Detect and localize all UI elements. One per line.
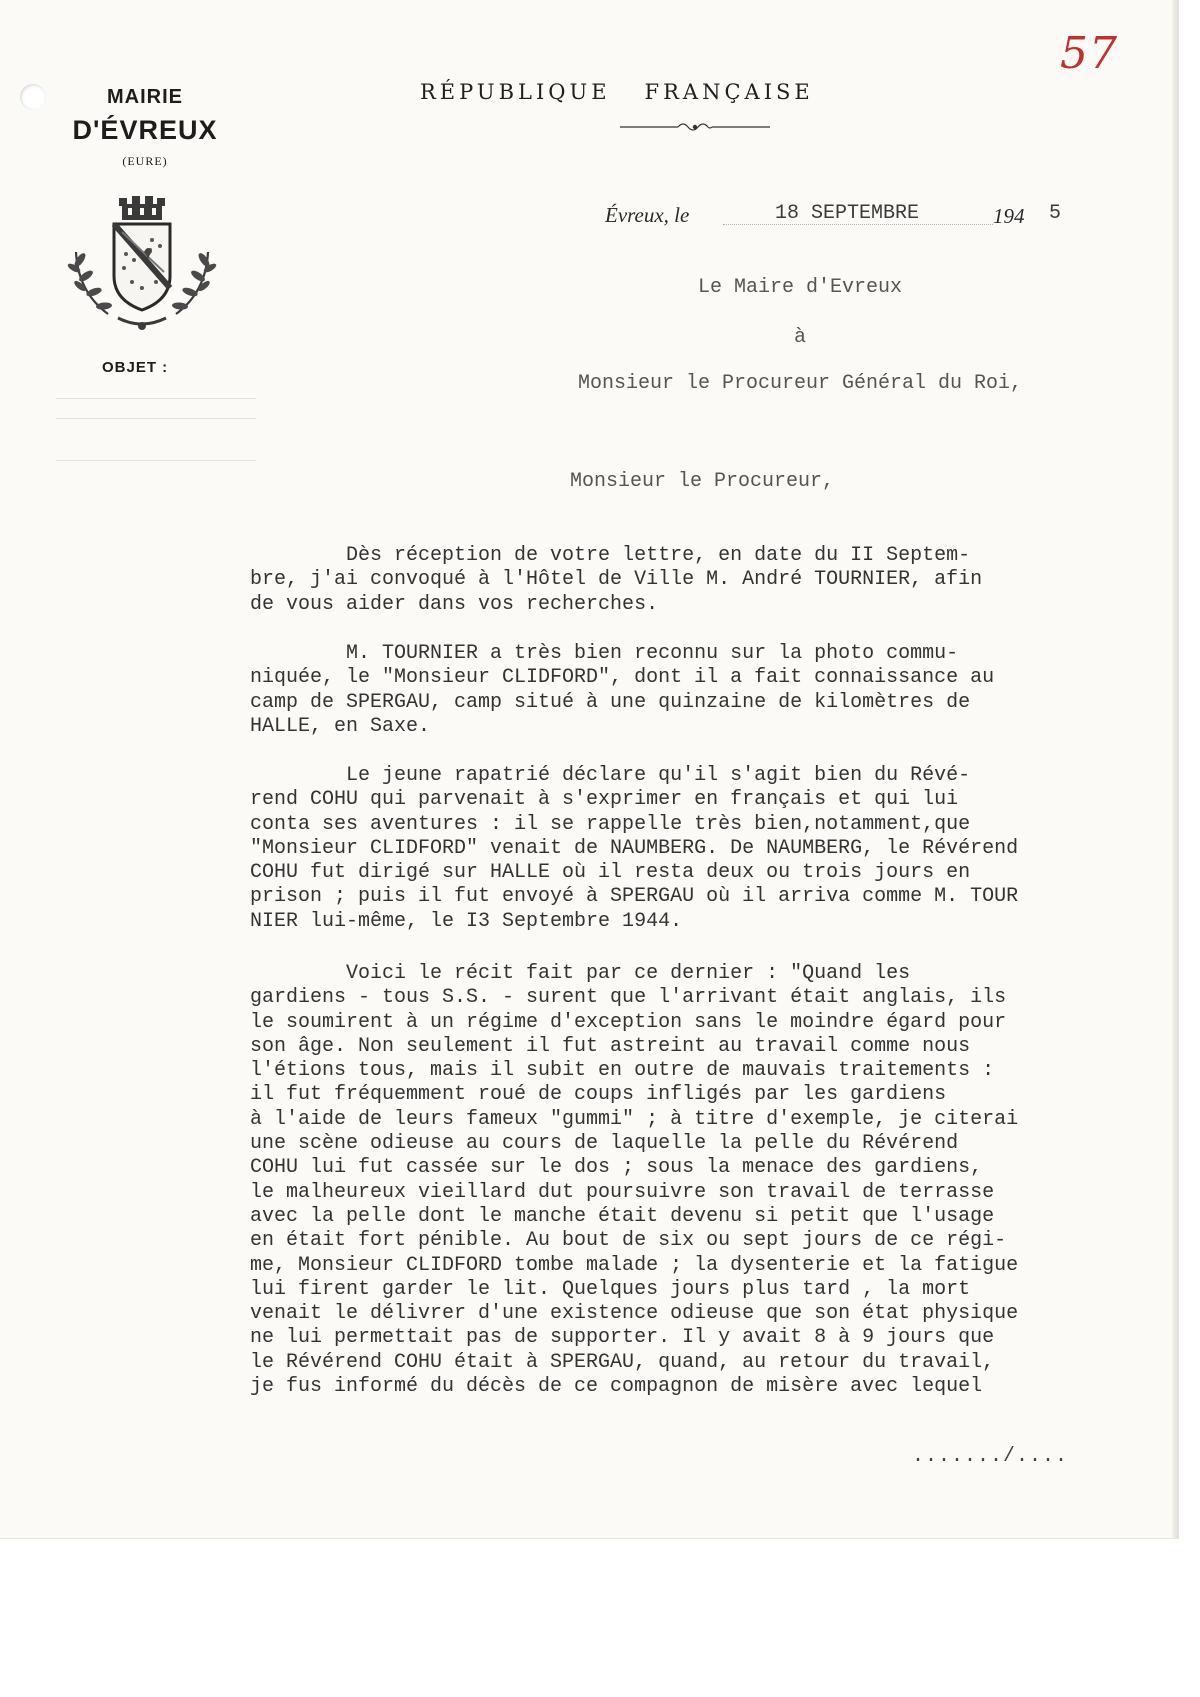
- paragraph: M. TOURNIER a très bien reconnu sur la photo commu- niquée, le "Monsieur CLIDFORD", dont il a fait connaissance au camp de SPERGAU, camp situé à une quinzaine de kilomètres de HALLE, en Saxe.: [250, 642, 995, 738]
- recipient-line: Monsieur le Procureur Général du Roi,: [577, 372, 1023, 395]
- to-word: à: [793, 326, 806, 349]
- objet-rule: [56, 398, 256, 399]
- objet-rule: [56, 418, 256, 419]
- city-label: D'ÉVREUX: [72, 115, 218, 145]
- year-suffix: 5: [1049, 202, 1062, 225]
- mairie-label: MAIRIE: [107, 86, 183, 108]
- francaise-word: FRANÇAISE: [644, 80, 814, 104]
- objet-rule: [56, 460, 256, 461]
- salutation: Monsieur le Procureur,: [570, 470, 835, 493]
- folio-number: 57: [1060, 28, 1118, 79]
- place-label: Évreux, le: [605, 203, 690, 227]
- paragraph: Dès réception de votre lettre, en date du II Septem- bre, j'ai convoqué à l'Hôtel de Ville M. André TOURNIER, afin de vous aider dans vos recherches.: [250, 544, 983, 616]
- ornament-divider: [620, 120, 770, 134]
- republique-heading: [420, 80, 980, 104]
- coat-of-arms-icon: [62, 196, 222, 338]
- paragraph: Le jeune rapatrié déclare qu'il s'agit bien du Révé- rend COHU qui parvenait à s'exprimer en français et qui lui conta ses aventures : il se rappelle très bien,notamment,que "Monsieur CLIDFORD" venait de NAUMBERG. De NAUMBERG, le Révérend COHU fut dirigé sur HALLE où il resta deux ou trois jours en prison ; puis il fut envoyé à SPERGAU où il arriva comme M. TOUR NIER lui-même, le I3 Septembre 1944.: [250, 764, 1019, 933]
- place-date-line: [605, 203, 1075, 229]
- continuation-marker: ......./....: [912, 1445, 1069, 1468]
- objet-label: OBJET :: [102, 359, 169, 376]
- year-prefix: 194: [993, 204, 1025, 228]
- paragraph: Voici le récit fait par ce dernier : "Quand les gardiens - tous S.S. - surent que l'arrivant était anglais, ils le soumirent à un régime d'exception sans le moindre égard pour son âge. Non seulement il fut astreint au travail comme nous l'étions tous, mais il subit en outre de mauvais traitements : il fut fréquemment roué de coups infligés par les gardiens à l'aide de leurs fameux "gummi" ; à titre d'exemple, je citerai une scène odieuse au cours de laquelle la pelle du Révérend COHU lui fut cassée sur le dos ; sous la menace des gardiens, le malheureux vieillard dut poursuivre son travail de terrasse avec la pelle dont le manche était devenu si petit que l'usage en était fort pénible. Au bout de six ou sept jours de ce régi- me, Monsieur CLIDFORD tombe malade ; la dysenterie et la fatigue lui firent garder le lit. Quelques jours plus tard , la mort venait le délivrer d'une existence odieuse que son état physique ne lui permettait pas de supporter. Il y avait 8 à 9 jours que le Révérend COHU était à SPERGAU, quand, au retour du travail, je fus informé du décès de ce compagnon de misère avec lequel: [250, 962, 1019, 1399]
- republique-word: RÉPUBLIQUE: [420, 80, 611, 104]
- date-typed: 18 SEPTEMBRE: [775, 202, 920, 225]
- department-label: (EURE): [122, 154, 168, 168]
- sender-line: Le Maire d'Evreux: [697, 276, 903, 299]
- letterhead: [40, 86, 250, 169]
